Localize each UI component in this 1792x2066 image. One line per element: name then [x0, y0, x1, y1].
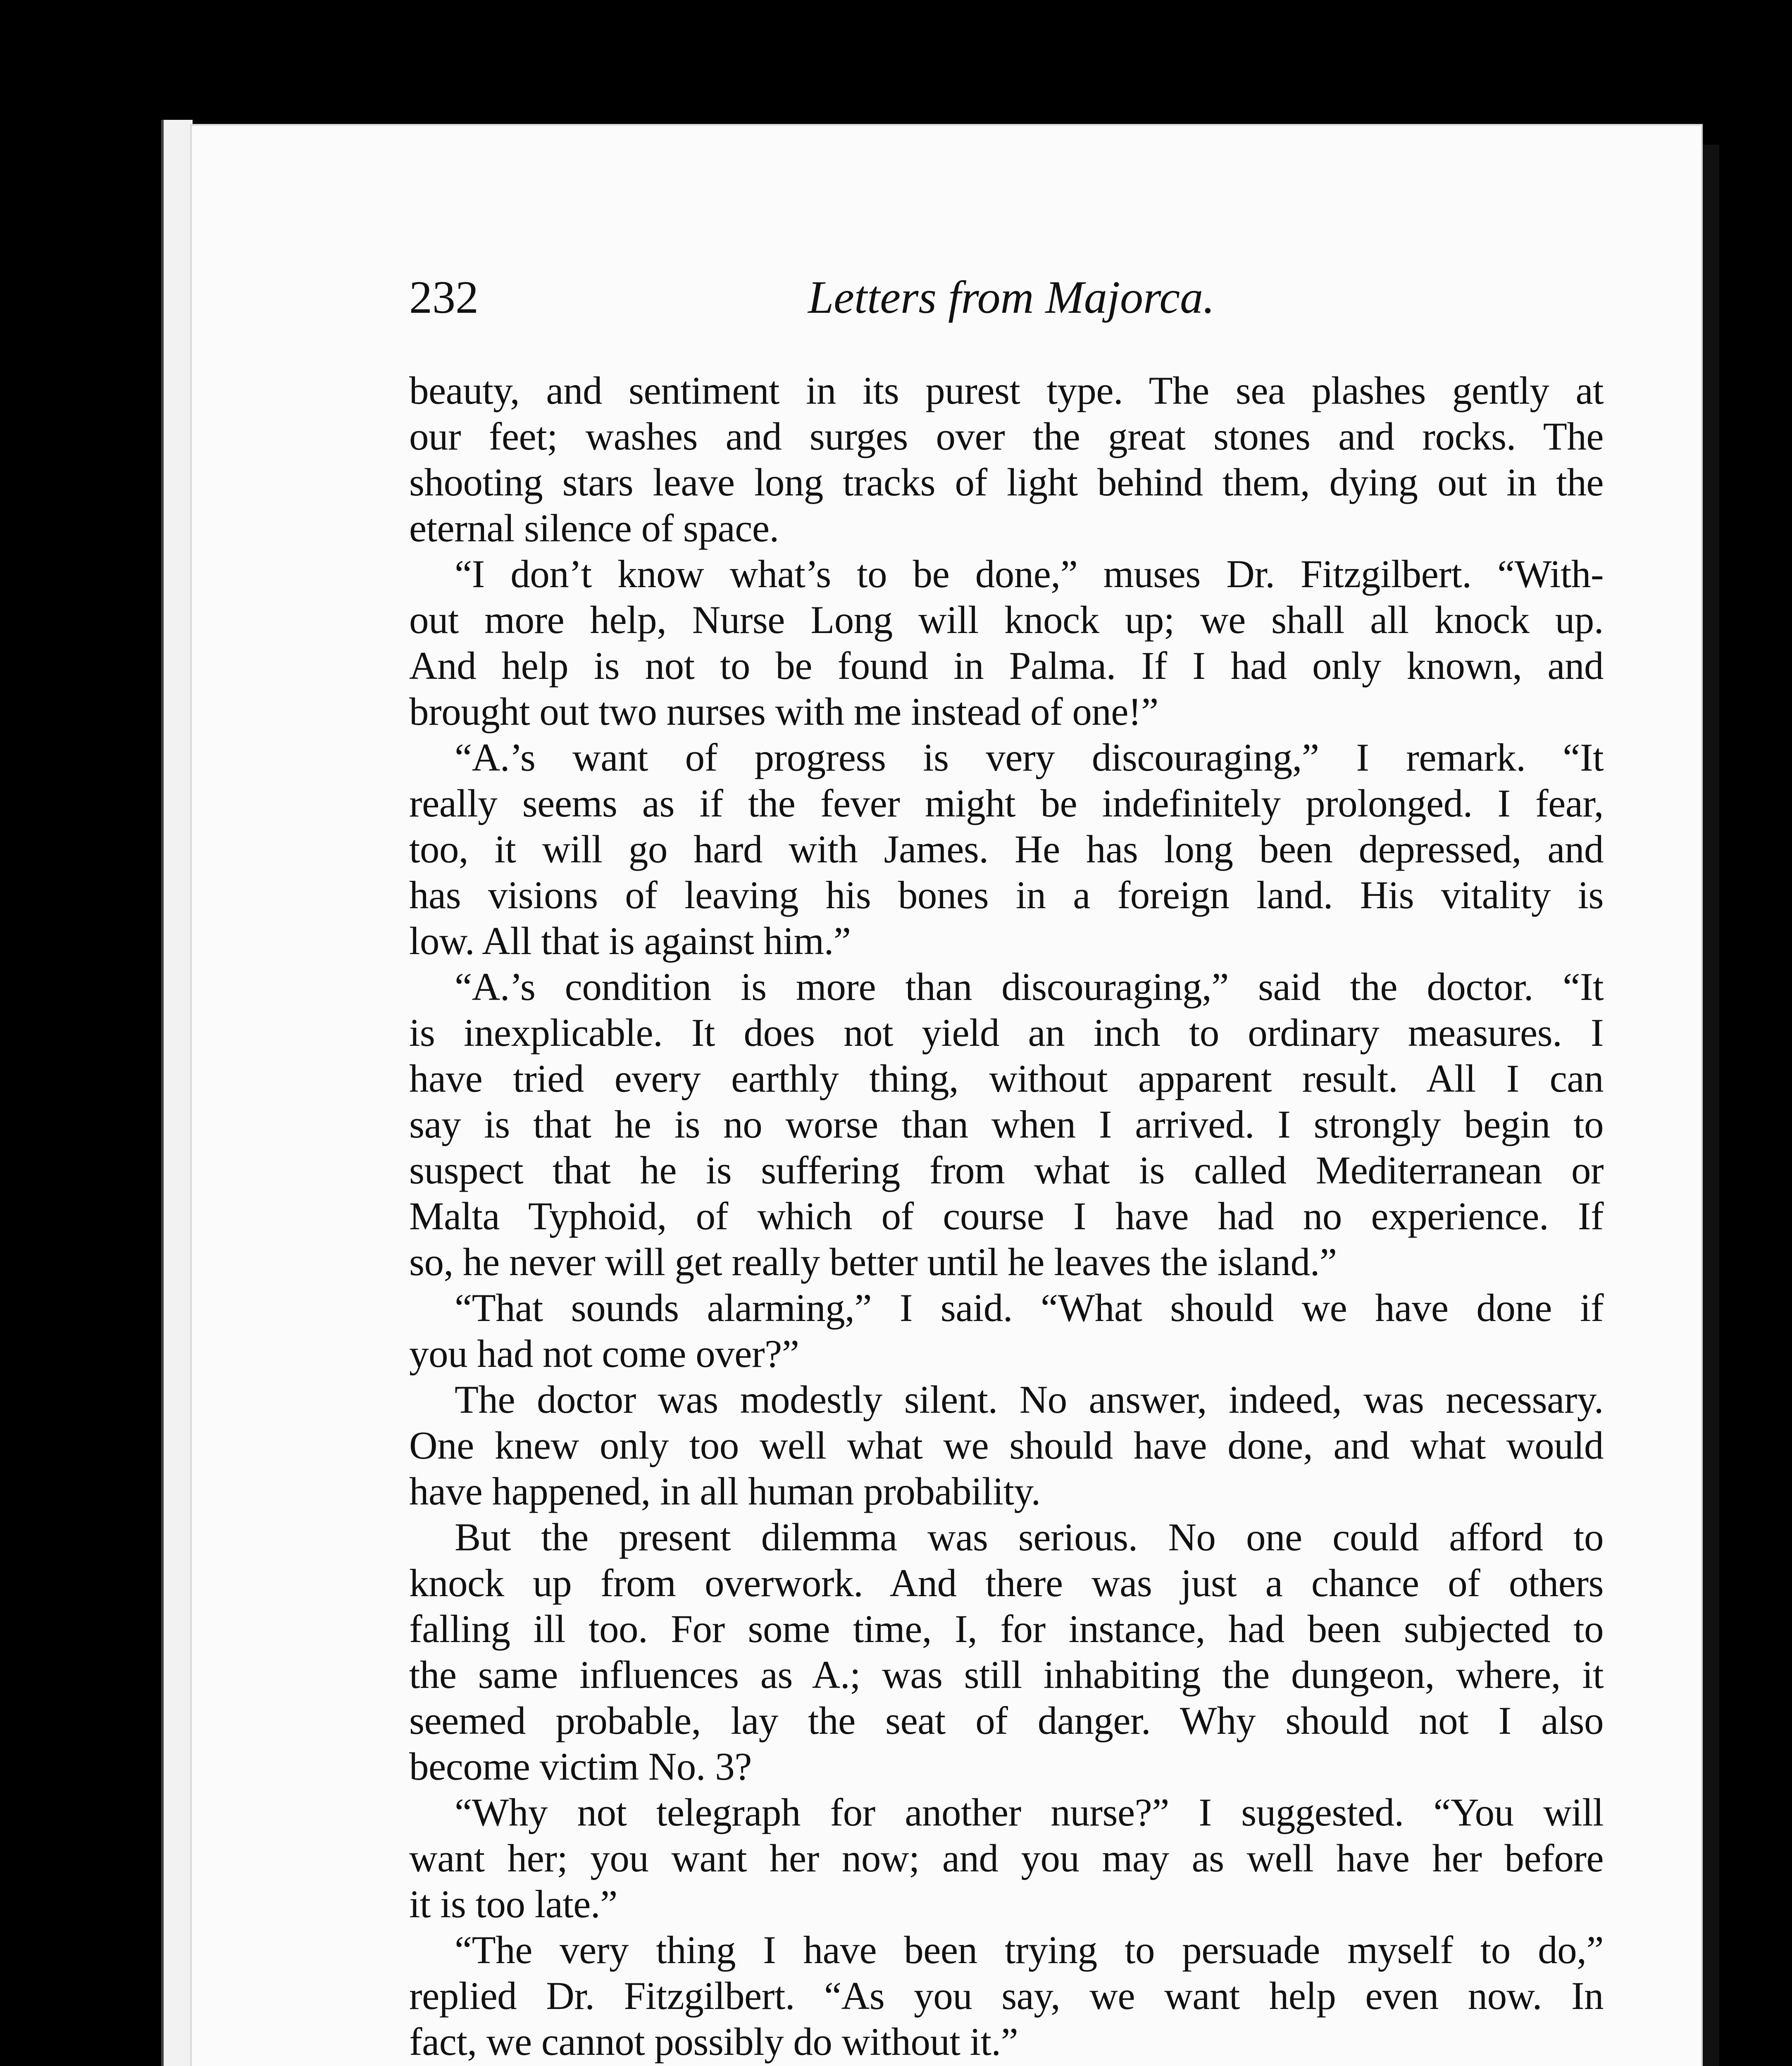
text-line: brought out two nurses with me instead of one!” — [409, 690, 1158, 733]
text-line: the same influences as A.; was still inhabiting the dungeon, where, it — [409, 1653, 1604, 1697]
text-line: have tried every earthly thing, without apparent result. All I can — [409, 1057, 1604, 1100]
text-line: “The very thing I have been trying to persuade myself to do,” — [455, 1928, 1604, 1972]
text-line: “I don’t know what’s to be done,” muses Dr. Fitzgilbert. “With- — [455, 552, 1604, 596]
text-line: low. All that is against him.” — [409, 919, 851, 963]
text-line: out more help, Nurse Long will knock up; we shall all knock up. — [409, 598, 1604, 642]
text-line: knock up from overwork. And there was just a chance of others — [409, 1561, 1604, 1605]
page-header — [409, 269, 1608, 326]
text-line: too, it will go hard with James. He has long been depressed, and — [409, 827, 1604, 871]
text-line: eternal silence of space. — [409, 506, 779, 550]
text-line: “A.’s want of progress is very discouraging,” I remark. “It — [455, 735, 1604, 779]
text-line: beauty, and sentiment in its purest type. The sea plashes gently at — [409, 369, 1604, 412]
body-text — [409, 368, 1604, 2066]
text-line: you had not come over?” — [409, 1332, 799, 1376]
running-title: Letters from Majorca. — [808, 272, 1215, 323]
text-line: replied Dr. Fitzgilbert. “As you say, we want help even now. In — [409, 1974, 1604, 2018]
text-line: want her; you want her now; and you may as well have her before — [409, 1836, 1604, 1880]
text-line: become victim No. 3? — [409, 1745, 752, 1788]
page-number: 232 — [409, 272, 479, 323]
text-line: “That sounds alarming,” I said. “What should we have done if — [455, 1286, 1604, 1330]
text-line: “A.’s condition is more than discouraging,” said the doctor. “It — [455, 965, 1604, 1009]
text-line: And help is not to be found in Palma. If I had only known, and — [409, 644, 1604, 688]
text-line: really seems as if the fever might be indefinitely prolonged. I fear, — [409, 781, 1604, 825]
text-line: our feet; washes and surges over the great stones and rocks. The — [409, 414, 1604, 458]
text-line: shooting stars leave long tracks of light behind them, dying out in the — [409, 460, 1604, 504]
text-line: is inexplicable. It does not yield an inch to ordinary measures. I — [409, 1011, 1604, 1054]
text-line: But the present dilemma was serious. No one could afford to — [455, 1515, 1604, 1559]
text-line: say is that he is no worse than when I arrived. I strongly begin to — [409, 1102, 1604, 1146]
text-line: it is too late.” — [409, 1882, 617, 1926]
text-line: One knew only too well what we should have done, and what would — [409, 1423, 1604, 1467]
text-line: suspect that he is suffering from what is called Mediterranean or — [409, 1148, 1604, 1192]
text-line: “Why not telegraph for another nurse?” I suggested. “You will — [455, 1790, 1604, 1834]
right-page-edge — [1703, 145, 1719, 2066]
text-line: falling ill too. For some time, I, for instance, had been subjected to — [409, 1607, 1604, 1651]
text-line: have happened, in all human probability. — [409, 1469, 1041, 1513]
text-line: seemed probable, lay the seat of danger. Why should not I also — [409, 1699, 1604, 1742]
left-page-edge — [161, 120, 193, 2066]
text-line: fact, we cannot possibly do without it.” — [409, 2020, 1018, 2064]
text-line: Malta Typhoid, of which of course I have had no experience. If — [409, 1194, 1604, 1238]
text-line: has visions of leaving his bones in a foreign land. His vitality is — [409, 873, 1604, 917]
text-line: The doctor was modestly silent. No answer, indeed, was necessary. — [455, 1378, 1604, 1421]
text-line: so, he never will get really better until he leaves the island.” — [409, 1240, 1337, 1284]
